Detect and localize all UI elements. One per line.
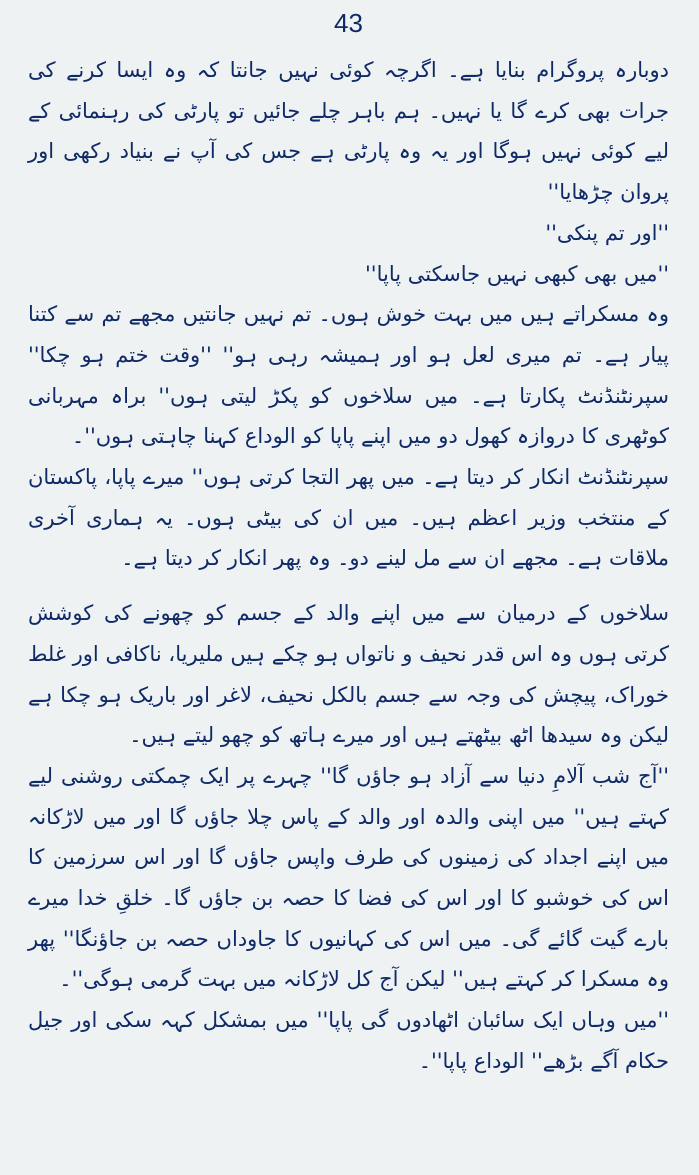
paragraph: ''اور تم پنکی''	[545, 220, 669, 245]
body-text	[28, 50, 669, 1082]
paragraph: دوبارہ پروگرام بنایا ہے۔ اگرچہ کوئی نہیں جانتا کہ وہ ایسا کرنے کی جرات بھی کرے گا یا نہیں۔ ہم باہر چلے جائیں تو پارٹی کی رہنمائی کے لیے کوئی نہیں ہوگا اور یہ وہ پارٹی ہے جس کی آپ نے بنیاد رکھی اور پروان چڑھایا''	[28, 58, 669, 205]
paragraph: وہ مسکراتے ہیں میں بہت خوش ہوں۔ تم نہیں جانتیں مجھے تم سے کتنا پیار ہے۔ تم میری لعل ہو اور ہمیشہ رہی ہو'' ''وقت ختم ہو چکا'' سپرنٹنڈنٹ پکارتا ہے۔ میں سلاخوں کو پکڑ لیتی ہوں'' براہ مہربانی کوٹھری کا دروازہ کھول دو میں اپنے پاپا کو الوداع کہنا چاہتی ہوں''۔	[28, 302, 669, 449]
paragraph: ''میں وہاں ایک سائبان اٹھادوں گی پاپا'' میں بمشکل کہہ سکی اور جیل حکام آگے بڑھے'' الوداع پاپا''۔	[28, 1008, 669, 1073]
paragraph: ''میں بھی کبھی نہیں جاسکتی پاپا''	[365, 261, 669, 286]
paragraph: ''آج شب آلامِ دنیا سے آزاد ہو جاؤں گا'' چہرے پر ایک چمکتی روشنی لیے کہتے ہیں'' میں اپنی والدہ اور والد کے پاس چلا جاؤں گا اور میں لاڑکانہ میں اپنے اجداد کی زمینوں کی طرف واپس جاؤں گا اور اس سرزمین کا اس کی خوشبو کا اور اس کی فضا کا حصہ بن جاؤں گا۔ خلقِ خدا میرے بارے گیت گائے گی۔ میں اس کی کہانیوں کا جاوداں حصہ بن جاؤنگا'' پھر وہ مسکرا کر کہتے ہیں'' لیکن آج کل لاڑکانہ میں بہت گرمی ہوگی''۔	[28, 763, 669, 992]
paragraph: سلاخوں کے درمیان سے میں اپنے والد کے جسم کو چھونے کی کوشش کرتی ہوں وہ اس قدر نحیف و ناتواں ہو چکے ہیں ملیریا، ناکافی اور غلط خوراک، پیچش کی وجہ سے جسم بالکل نحیف، لاغر اور باریک ہو چکا ہے لیکن وہ سیدھا اٹھ بیٹھتے ہیں اور میرے ہاتھ کو چھو لیتے ہیں۔	[28, 601, 669, 748]
page-number: 43	[334, 8, 363, 38]
paragraph: سپرنٹنڈنٹ انکار کر دیتا ہے۔ میں پھر التجا کرتی ہوں'' میرے پاپا، پاکستان کے منتخب وزیر اعظم ہیں۔ میں ان کی بیٹی ہوں۔ یہ ہماری آخری ملاقات ہے۔ مجھے ان سے مل لینے دو۔ وہ پھر انکار کر دیتا ہے۔	[28, 465, 669, 571]
